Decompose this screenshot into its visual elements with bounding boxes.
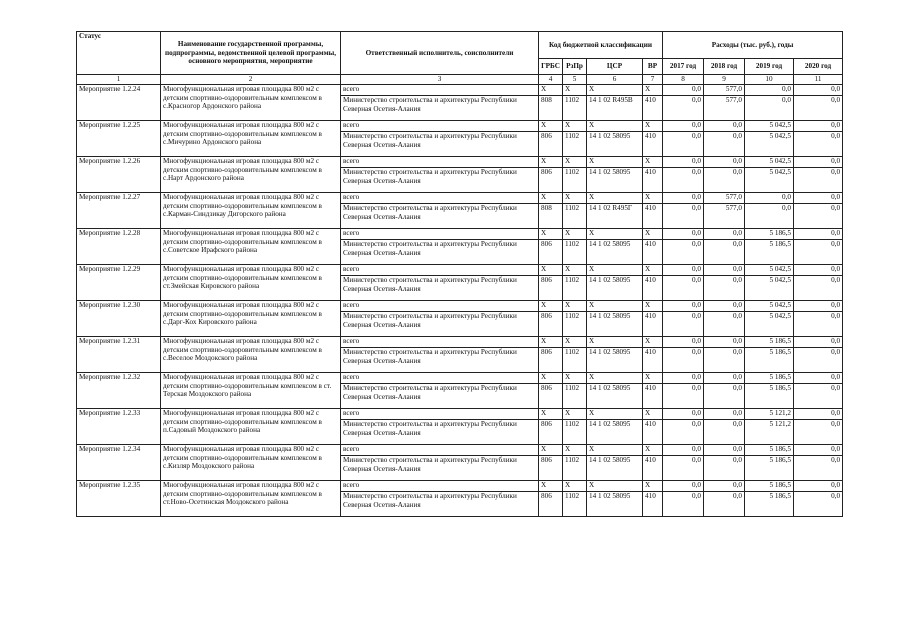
- expense-2019-cell: 0,0: [745, 96, 794, 121]
- grbs-cell: 806: [539, 240, 563, 265]
- header-name: Наименование государственной программы, подпрограммы, ведомственной целевой программы, основного мероприятия, мероприятие: [161, 32, 341, 75]
- grbs-cell: X: [539, 85, 563, 96]
- table-row-total: [77, 445, 843, 456]
- csr-cell: 14 1 02 58095: [587, 312, 643, 337]
- status-cell: Мероприятие 1.2.24: [77, 85, 161, 121]
- status-cell: Мероприятие 1.2.27: [77, 193, 161, 229]
- expense-2019-cell: 5 042,5: [745, 157, 794, 168]
- expense-2017-cell: 0,0: [663, 445, 704, 456]
- total-label-cell: всего: [341, 301, 539, 312]
- executor-cell: Министерство строительства и архитектуры Республики Северная Осетия-Алания: [341, 456, 539, 481]
- measure-name-cell: Многофункциональная игровая площадка 800 м2 с детским спортивно-оздоровительным комплексом в с.Красногор Ардонского района: [161, 85, 341, 121]
- expense-2018-cell: 0,0: [704, 265, 745, 276]
- expense-2019-cell: 5 042,5: [745, 312, 794, 337]
- expense-2017-cell: 0,0: [663, 265, 704, 276]
- expense-2020-cell: 0,0: [794, 492, 843, 517]
- csr-cell: X: [587, 193, 643, 204]
- expense-2017-cell: 0,0: [663, 312, 704, 337]
- grbs-cell: 806: [539, 132, 563, 157]
- vr-cell: X: [643, 481, 663, 492]
- vr-cell: 410: [643, 276, 663, 301]
- csr-cell: 14 1 02 58095: [587, 168, 643, 193]
- column-number: 10: [745, 75, 794, 85]
- expense-2017-cell: 0,0: [663, 96, 704, 121]
- expense-2020-cell: 0,0: [794, 168, 843, 193]
- vr-cell: X: [643, 229, 663, 240]
- csr-cell: X: [587, 85, 643, 96]
- grbs-cell: 806: [539, 492, 563, 517]
- expense-2019-cell: 5 186,5: [745, 229, 794, 240]
- rzpr-cell: X: [563, 121, 587, 132]
- csr-cell: X: [587, 121, 643, 132]
- status-cell: Мероприятие 1.2.35: [77, 481, 161, 517]
- expense-2019-cell: 0,0: [745, 193, 794, 204]
- grbs-cell: 806: [539, 276, 563, 301]
- expense-2019-cell: 5 042,5: [745, 301, 794, 312]
- expense-2017-cell: 0,0: [663, 337, 704, 348]
- expense-2017-cell: 0,0: [663, 204, 704, 229]
- csr-cell: X: [587, 301, 643, 312]
- csr-cell: X: [587, 265, 643, 276]
- expense-2018-cell: 0,0: [704, 240, 745, 265]
- vr-cell: 410: [643, 492, 663, 517]
- expense-2018-cell: 0,0: [704, 312, 745, 337]
- rzpr-cell: 1102: [563, 132, 587, 157]
- vr-cell: 410: [643, 96, 663, 121]
- status-cell: Мероприятие 1.2.25: [77, 121, 161, 157]
- rzpr-cell: 1102: [563, 276, 587, 301]
- expense-2018-cell: 0,0: [704, 384, 745, 409]
- rzpr-cell: X: [563, 409, 587, 420]
- executor-cell: Министерство строительства и архитектуры Республики Северная Осетия-Алания: [341, 204, 539, 229]
- header-expenses: Расходы (тыс. руб.), годы: [663, 32, 843, 59]
- expense-2020-cell: 0,0: [794, 157, 843, 168]
- table-row-total: [77, 193, 843, 204]
- column-number: 2: [161, 75, 341, 85]
- rzpr-cell: X: [563, 193, 587, 204]
- expense-2017-cell: 0,0: [663, 481, 704, 492]
- expense-2020-cell: 0,0: [794, 481, 843, 492]
- expense-2018-cell: 0,0: [704, 445, 745, 456]
- expense-2020-cell: 0,0: [794, 193, 843, 204]
- expense-2020-cell: 0,0: [794, 312, 843, 337]
- rzpr-cell: X: [563, 229, 587, 240]
- header-kbk: Код бюджетной классификации: [539, 32, 663, 59]
- grbs-cell: X: [539, 157, 563, 168]
- table-row-total: [77, 481, 843, 492]
- header-2017: 2017 год: [663, 59, 704, 75]
- status-cell: Мероприятие 1.2.30: [77, 301, 161, 337]
- rzpr-cell: X: [563, 445, 587, 456]
- expense-2020-cell: 0,0: [794, 96, 843, 121]
- expense-2017-cell: 0,0: [663, 229, 704, 240]
- grbs-cell: X: [539, 481, 563, 492]
- expense-2017-cell: 0,0: [663, 492, 704, 517]
- expense-2020-cell: 0,0: [794, 204, 843, 229]
- expense-2019-cell: 5 042,5: [745, 132, 794, 157]
- table-row-total: [77, 121, 843, 132]
- column-number: 5: [563, 75, 587, 85]
- expense-2018-cell: 577,0: [704, 193, 745, 204]
- csr-cell: X: [587, 337, 643, 348]
- vr-cell: 410: [643, 348, 663, 373]
- executor-cell: Министерство строительства и архитектуры Республики Северная Осетия-Алания: [341, 96, 539, 121]
- header-csr: ЦСР: [587, 59, 643, 75]
- expense-2018-cell: 0,0: [704, 301, 745, 312]
- vr-cell: 410: [643, 204, 663, 229]
- rzpr-cell: 1102: [563, 492, 587, 517]
- table-row-total: [77, 85, 843, 96]
- expense-2018-cell: 577,0: [704, 204, 745, 229]
- csr-cell: 14 1 02 58095: [587, 492, 643, 517]
- expense-2020-cell: 0,0: [794, 384, 843, 409]
- expense-2018-cell: 0,0: [704, 456, 745, 481]
- column-number: 4: [539, 75, 563, 85]
- expense-2018-cell: 0,0: [704, 337, 745, 348]
- expense-2019-cell: 5 042,5: [745, 276, 794, 301]
- expense-2017-cell: 0,0: [663, 276, 704, 301]
- expense-2019-cell: 5 121,2: [745, 409, 794, 420]
- table-row-total: [77, 265, 843, 276]
- table-row-total: [77, 409, 843, 420]
- vr-cell: X: [643, 337, 663, 348]
- expense-2020-cell: 0,0: [794, 445, 843, 456]
- vr-cell: X: [643, 193, 663, 204]
- csr-cell: X: [587, 445, 643, 456]
- csr-cell: 14 1 02 58095: [587, 276, 643, 301]
- expense-2020-cell: 0,0: [794, 229, 843, 240]
- column-number: 3: [341, 75, 539, 85]
- expense-2017-cell: 0,0: [663, 409, 704, 420]
- expense-2018-cell: 577,0: [704, 96, 745, 121]
- grbs-cell: 808: [539, 96, 563, 121]
- vr-cell: 410: [643, 240, 663, 265]
- total-label-cell: всего: [341, 229, 539, 240]
- grbs-cell: X: [539, 337, 563, 348]
- vr-cell: 410: [643, 456, 663, 481]
- vr-cell: 410: [643, 420, 663, 445]
- grbs-cell: 806: [539, 420, 563, 445]
- expense-2019-cell: 5 186,5: [745, 481, 794, 492]
- expense-2020-cell: 0,0: [794, 121, 843, 132]
- expense-2019-cell: 5 042,5: [745, 265, 794, 276]
- expense-2019-cell: 0,0: [745, 85, 794, 96]
- vr-cell: X: [643, 121, 663, 132]
- status-cell: Мероприятие 1.2.34: [77, 445, 161, 481]
- table-row-total: [77, 337, 843, 348]
- csr-cell: 14 1 02 58095: [587, 420, 643, 445]
- rzpr-cell: 1102: [563, 456, 587, 481]
- executor-cell: Министерство строительства и архитектуры Республики Северная Осетия-Алания: [341, 492, 539, 517]
- total-label-cell: всего: [341, 409, 539, 420]
- rzpr-cell: X: [563, 481, 587, 492]
- header-executor: Ответственный исполнитель, соисполнители: [341, 32, 539, 75]
- rzpr-cell: X: [563, 301, 587, 312]
- rzpr-cell: 1102: [563, 168, 587, 193]
- header-2019: 2019 год: [745, 59, 794, 75]
- vr-cell: 410: [643, 132, 663, 157]
- expense-2017-cell: 0,0: [663, 301, 704, 312]
- rzpr-cell: X: [563, 265, 587, 276]
- grbs-cell: 806: [539, 168, 563, 193]
- expense-2018-cell: 0,0: [704, 373, 745, 384]
- header-2018: 2018 год: [704, 59, 745, 75]
- expense-2018-cell: 0,0: [704, 229, 745, 240]
- status-cell: Мероприятие 1.2.31: [77, 337, 161, 373]
- expense-2020-cell: 0,0: [794, 265, 843, 276]
- total-label-cell: всего: [341, 265, 539, 276]
- rzpr-cell: 1102: [563, 348, 587, 373]
- expense-2020-cell: 0,0: [794, 456, 843, 481]
- table-body: [77, 85, 843, 517]
- expense-2019-cell: 5 186,5: [745, 456, 794, 481]
- total-label-cell: всего: [341, 193, 539, 204]
- expense-2020-cell: 0,0: [794, 132, 843, 157]
- csr-cell: 14 1 02 58095: [587, 132, 643, 157]
- status-cell: Мероприятие 1.2.28: [77, 229, 161, 265]
- expense-2018-cell: 0,0: [704, 168, 745, 193]
- executor-cell: Министерство строительства и архитектуры Республики Северная Осетия-Алания: [341, 132, 539, 157]
- grbs-cell: X: [539, 373, 563, 384]
- rzpr-cell: X: [563, 373, 587, 384]
- csr-cell: 14 1 02 58095: [587, 384, 643, 409]
- expense-2018-cell: 577,0: [704, 85, 745, 96]
- vr-cell: X: [643, 157, 663, 168]
- total-label-cell: всего: [341, 157, 539, 168]
- grbs-cell: X: [539, 193, 563, 204]
- expense-2017-cell: 0,0: [663, 157, 704, 168]
- status-cell: Мероприятие 1.2.32: [77, 373, 161, 409]
- header-grbs: ГРБС: [539, 59, 563, 75]
- expense-2018-cell: 0,0: [704, 276, 745, 301]
- csr-cell: 14 1 02 58095: [587, 348, 643, 373]
- expense-2018-cell: 0,0: [704, 157, 745, 168]
- budget-document: [76, 31, 842, 517]
- total-label-cell: всего: [341, 373, 539, 384]
- grbs-cell: X: [539, 265, 563, 276]
- rzpr-cell: 1102: [563, 204, 587, 229]
- executor-cell: Министерство строительства и архитектуры Республики Северная Осетия-Алания: [341, 168, 539, 193]
- grbs-cell: X: [539, 409, 563, 420]
- expense-2017-cell: 0,0: [663, 85, 704, 96]
- vr-cell: X: [643, 301, 663, 312]
- status-cell: Мероприятие 1.2.29: [77, 265, 161, 301]
- expense-2019-cell: 5 186,5: [745, 337, 794, 348]
- rzpr-cell: 1102: [563, 384, 587, 409]
- expense-2018-cell: 0,0: [704, 492, 745, 517]
- csr-cell: 14 1 02 R495Г: [587, 204, 643, 229]
- measure-name-cell: Многофункциональная игровая площадка 800 м2 с детским спортивно-оздоровительным комплексом в с.Карман-Синдзикау Дигорского района: [161, 193, 341, 229]
- expense-2020-cell: 0,0: [794, 240, 843, 265]
- expense-2019-cell: 5 186,5: [745, 240, 794, 265]
- grbs-cell: X: [539, 301, 563, 312]
- expense-2017-cell: 0,0: [663, 384, 704, 409]
- expense-2017-cell: 0,0: [663, 132, 704, 157]
- expense-2020-cell: 0,0: [794, 276, 843, 301]
- csr-cell: X: [587, 481, 643, 492]
- rzpr-cell: X: [563, 85, 587, 96]
- vr-cell: X: [643, 445, 663, 456]
- total-label-cell: всего: [341, 85, 539, 96]
- csr-cell: 14 1 02 58095: [587, 456, 643, 481]
- expense-2019-cell: 5 042,5: [745, 168, 794, 193]
- total-label-cell: всего: [341, 121, 539, 132]
- expense-2020-cell: 0,0: [794, 420, 843, 445]
- expense-2018-cell: 0,0: [704, 409, 745, 420]
- table-row-total: [77, 301, 843, 312]
- measure-name-cell: Многофункциональная игровая площадка 800 м2 с детским спортивно-оздоровительным комплексом в с.Дарг-Кох Кировского района: [161, 301, 341, 337]
- expense-2018-cell: 0,0: [704, 420, 745, 445]
- header-vr: ВР: [643, 59, 663, 75]
- expense-2018-cell: 0,0: [704, 481, 745, 492]
- csr-cell: 14 1 02 R495B: [587, 96, 643, 121]
- executor-cell: Министерство строительства и архитектуры Республики Северная Осетия-Алания: [341, 276, 539, 301]
- expense-2017-cell: 0,0: [663, 193, 704, 204]
- rzpr-cell: X: [563, 157, 587, 168]
- grbs-cell: X: [539, 229, 563, 240]
- total-label-cell: всего: [341, 481, 539, 492]
- budget-table: [76, 31, 843, 517]
- measure-name-cell: Многофункциональная игровая площадка 800 м2 с детским спортивно-оздоровительным комплексом в ст.Ново-Осетинская Моздокского района: [161, 481, 341, 517]
- expense-2018-cell: 0,0: [704, 132, 745, 157]
- executor-cell: Министерство строительства и архитектуры Республики Северная Осетия-Алания: [341, 384, 539, 409]
- expense-2019-cell: 5 186,5: [745, 348, 794, 373]
- expense-2017-cell: 0,0: [663, 348, 704, 373]
- vr-cell: 410: [643, 312, 663, 337]
- expense-2019-cell: 5 186,5: [745, 492, 794, 517]
- expense-2020-cell: 0,0: [794, 337, 843, 348]
- grbs-cell: 806: [539, 456, 563, 481]
- expense-2019-cell: 5 186,5: [745, 384, 794, 409]
- vr-cell: X: [643, 373, 663, 384]
- expense-2020-cell: 0,0: [794, 409, 843, 420]
- table-header: [77, 32, 843, 85]
- measure-name-cell: Многофункциональная игровая площадка 800 м2 с детским спортивно-оздоровительным комплексом в с.Советское Ирафского района: [161, 229, 341, 265]
- measure-name-cell: Многофункциональная игровая площадка 800 м2 с детским спортивно-оздоровительным комплексом в с.Кизляр Моздокского района: [161, 445, 341, 481]
- expense-2017-cell: 0,0: [663, 420, 704, 445]
- expense-2020-cell: 0,0: [794, 373, 843, 384]
- measure-name-cell: Многофункциональная игровая площадка 800 м2 с детским спортивно-оздоровительным комплексом в ст. Терская Моздокского района: [161, 373, 341, 409]
- header-2020: 2020 год: [794, 59, 843, 75]
- expense-2017-cell: 0,0: [663, 168, 704, 193]
- grbs-cell: 806: [539, 312, 563, 337]
- vr-cell: X: [643, 409, 663, 420]
- expense-2018-cell: 0,0: [704, 348, 745, 373]
- column-number-row: [77, 75, 843, 85]
- expense-2019-cell: 5 186,5: [745, 445, 794, 456]
- expense-2019-cell: 5 186,5: [745, 373, 794, 384]
- expense-2018-cell: 0,0: [704, 121, 745, 132]
- expense-2020-cell: 0,0: [794, 85, 843, 96]
- expense-2017-cell: 0,0: [663, 373, 704, 384]
- vr-cell: X: [643, 85, 663, 96]
- expense-2019-cell: 5 121,2: [745, 420, 794, 445]
- measure-name-cell: Многофункциональная игровая площадка 800 м2 с детским спортивно-оздоровительным комплексом в п.Садовый Моздокского района: [161, 409, 341, 445]
- expense-2017-cell: 0,0: [663, 121, 704, 132]
- column-number: 8: [663, 75, 704, 85]
- expense-2017-cell: 0,0: [663, 240, 704, 265]
- expense-2017-cell: 0,0: [663, 456, 704, 481]
- status-cell: Мероприятие 1.2.33: [77, 409, 161, 445]
- measure-name-cell: Многофункциональная игровая площадка 800 м2 с детским спортивно-оздоровительным комплексом в с.Мичурино Ардонского района: [161, 121, 341, 157]
- executor-cell: Министерство строительства и архитектуры Республики Северная Осетия-Алания: [341, 348, 539, 373]
- column-number: 7: [643, 75, 663, 85]
- executor-cell: Министерство строительства и архитектуры Республики Северная Осетия-Алания: [341, 420, 539, 445]
- csr-cell: X: [587, 157, 643, 168]
- measure-name-cell: Многофункциональная игровая площадка 800 м2 с детским спортивно-оздоровительным комплексом в с.Нарт Ардонского района: [161, 157, 341, 193]
- rzpr-cell: X: [563, 337, 587, 348]
- vr-cell: 410: [643, 168, 663, 193]
- total-label-cell: всего: [341, 445, 539, 456]
- rzpr-cell: 1102: [563, 240, 587, 265]
- column-number: 11: [794, 75, 843, 85]
- vr-cell: 410: [643, 384, 663, 409]
- measure-name-cell: Многофункциональная игровая площадка 800 м2 с детским спортивно-оздоровительным комплексом в с.Веселое Моздокского района: [161, 337, 341, 373]
- header-status: Статус: [77, 32, 161, 75]
- header-rzpr: РзПр: [563, 59, 587, 75]
- grbs-cell: 808: [539, 204, 563, 229]
- csr-cell: X: [587, 409, 643, 420]
- grbs-cell: 806: [539, 384, 563, 409]
- rzpr-cell: 1102: [563, 420, 587, 445]
- table-row-total: [77, 373, 843, 384]
- table-row-total: [77, 229, 843, 240]
- csr-cell: X: [587, 229, 643, 240]
- grbs-cell: X: [539, 121, 563, 132]
- measure-name-cell: Многофункциональная игровая площадка 800 м2 с детским спортивно-оздоровительным комплексом в ст.Змейская Кировского района: [161, 265, 341, 301]
- column-number: 9: [704, 75, 745, 85]
- rzpr-cell: 1102: [563, 96, 587, 121]
- executor-cell: Министерство строительства и архитектуры Республики Северная Осетия-Алания: [341, 312, 539, 337]
- expense-2019-cell: 5 042,5: [745, 121, 794, 132]
- status-cell: Мероприятие 1.2.26: [77, 157, 161, 193]
- expense-2020-cell: 0,0: [794, 301, 843, 312]
- grbs-cell: 806: [539, 348, 563, 373]
- csr-cell: X: [587, 373, 643, 384]
- executor-cell: Министерство строительства и архитектуры Республики Северная Осетия-Алания: [341, 240, 539, 265]
- table-row-total: [77, 157, 843, 168]
- expense-2019-cell: 0,0: [745, 204, 794, 229]
- column-number: 6: [587, 75, 643, 85]
- expense-2020-cell: 0,0: [794, 348, 843, 373]
- rzpr-cell: 1102: [563, 312, 587, 337]
- column-number: 1: [77, 75, 161, 85]
- grbs-cell: X: [539, 445, 563, 456]
- csr-cell: 14 1 02 58095: [587, 240, 643, 265]
- total-label-cell: всего: [341, 337, 539, 348]
- vr-cell: X: [643, 265, 663, 276]
